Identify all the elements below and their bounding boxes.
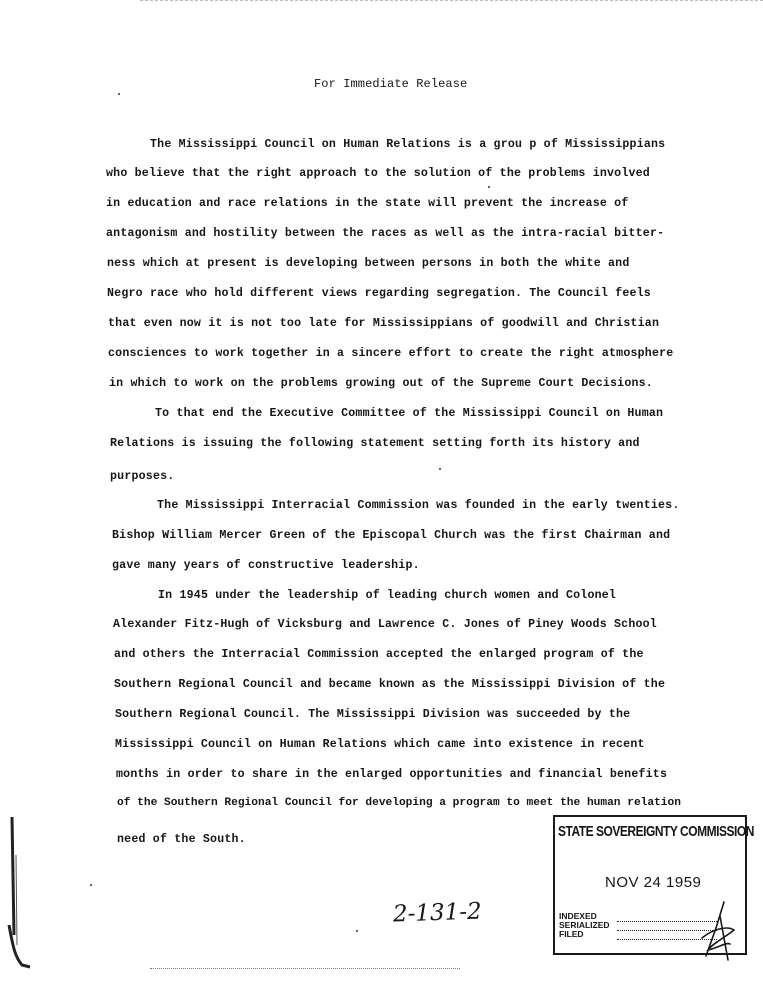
text-line: antagonism and hostility between the races as well as the intra-racial bitter- <box>106 227 665 240</box>
text-line: in education and race relations in the state will prevent the increase of <box>106 197 629 210</box>
stamp-title: STATE SOVEREIGNTY COMMISSION <box>558 823 754 840</box>
stamp-serialized-label: SERIALIZED <box>559 920 610 930</box>
text-line: need of the South. <box>117 833 246 846</box>
text-line: ness which at present is developing between persons in both the white and <box>107 257 630 270</box>
scan-edge-mark <box>0 815 36 975</box>
text-line: purposes. <box>110 470 175 483</box>
top-edge-dashes <box>140 0 763 3</box>
stamp-indexed-label: INDEXED <box>559 911 597 921</box>
text-line: The Mississippi Council on Human Relations is a grou p of Mississippians <box>150 138 666 151</box>
text-line: Alexander Fitz-Hugh of Vicksburg and Lawrence C. Jones of Piney Woods School <box>113 618 657 631</box>
text-line: months in order to share in the enlarged opportunities and financial benefits <box>116 768 668 781</box>
text-line: that even now it is not too late for Mississippians of goodwill and Christian <box>108 317 660 330</box>
handwritten-file-number: 2-131-2 <box>392 898 483 928</box>
text-line: In 1945 under the leadership of leading church women and Colonel <box>158 589 617 602</box>
text-line: Relations is issuing the following statement setting forth its history and <box>110 437 640 450</box>
text-line: Southern Regional Council. The Mississippi Division was succeeded by the <box>115 708 631 721</box>
scan-speck <box>439 468 441 470</box>
stamp-date: NOV 24 1959 <box>605 874 702 891</box>
text-line: who believe that the right approach to the solution of the problems involved <box>106 167 650 180</box>
initials-signature <box>694 898 742 968</box>
text-line: Southern Regional Council and became known as the Mississippi Division of the <box>114 678 666 691</box>
text-line: of the Southern Regional Council for developing a program to meet the human relation <box>117 797 681 809</box>
scan-speck <box>356 930 358 932</box>
scan-noise-dots <box>150 968 460 973</box>
stamp-filed-label: FILED <box>559 929 584 939</box>
text-line: in which to work on the problems growing out of the Supreme Court Decisions. <box>109 377 653 390</box>
text-line: Bishop William Mercer Green of the Episcopal Church was the first Chairman and <box>112 529 671 542</box>
scan-speck <box>90 884 92 886</box>
scan-speck <box>118 93 120 95</box>
text-line: Negro race who hold different views regarding segregation. The Council feels <box>107 287 651 300</box>
scan-speck <box>488 186 490 188</box>
text-line: Mississippi Council on Human Relations which came into existence in recent <box>115 738 645 751</box>
text-line: To that end the Executive Committee of the Mississippi Council on Human <box>155 407 664 420</box>
release-heading: For Immediate Release <box>314 77 468 91</box>
text-line: consciences to work together in a sincere effort to create the right atmosphere <box>108 347 674 360</box>
text-line: The Mississippi Interracial Commission was founded in the early twenties. <box>157 499 680 512</box>
text-line: and others the Interracial Commission accepted the enlarged program of the <box>114 648 644 661</box>
text-line: gave many years of constructive leadership. <box>112 559 420 572</box>
